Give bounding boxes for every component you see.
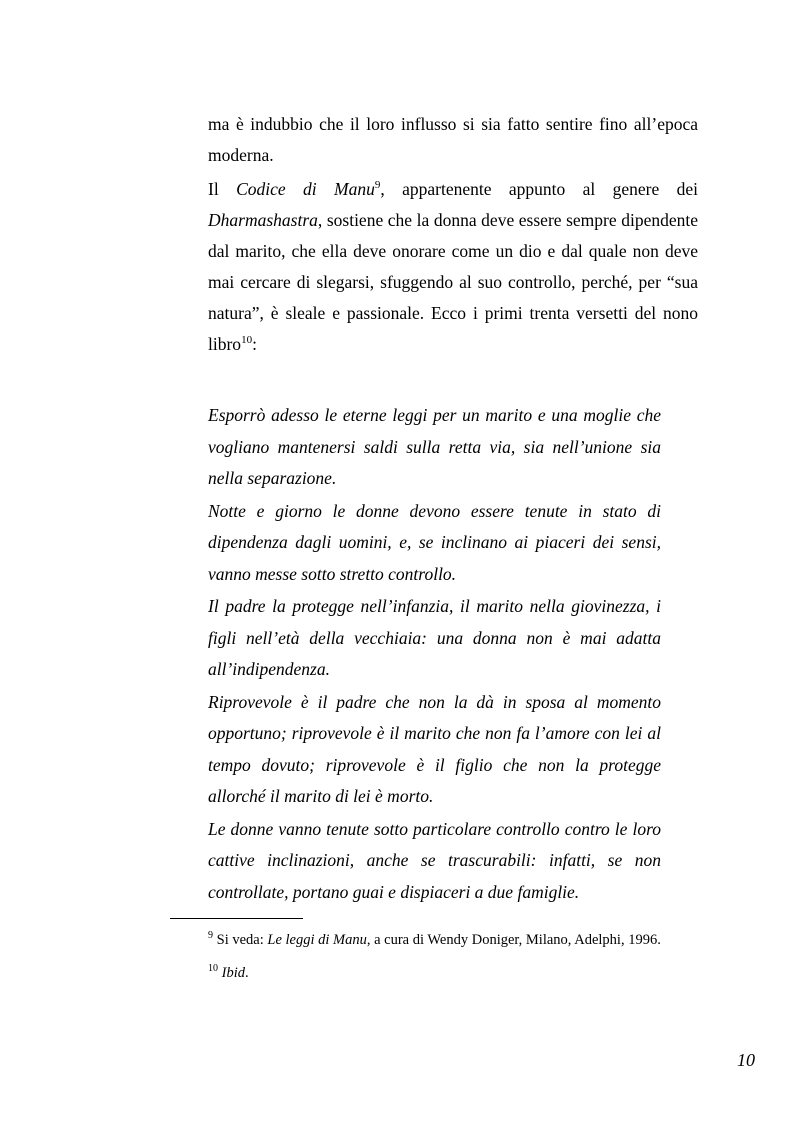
footnote-10-marker: 10 [208,963,218,975]
page-number: 10 [737,1050,755,1070]
paragraph-2 [208,174,698,360]
quote-verse-3: Il padre la protegge nell’infanzia, il marito nella giovinezza, i figli nell’età della vecchiaia: una donna non è mai adatta all’indipendenza. [208,596,661,679]
footnote-10 [208,958,698,989]
quote-verse-1: Esporrò adesso le eterne leggi per un marito e una moglie che vogliano mantenersi saldi sulla retta via, sia nell’unione sia nella separazione. [208,405,661,488]
footnote-9-pre: Si veda: [213,932,268,948]
footnote-9-title: Le leggi di Manu [267,932,367,948]
paragraph-2-end: : [252,334,257,354]
quote-verse-5: Le donne vanno tenute sotto particolare controllo contro le loro cattive inclinazioni, anche se trascurabili: infatti, se non controllate, portano guai e dispiaceri a due famiglie. [208,818,661,902]
footnote-separator [170,918,303,919]
paragraph-2-mid: , appartenente appunto al genere dei [380,179,698,199]
body-text [208,109,698,360]
footnote-ref-9[interactable]: 9 [374,179,381,192]
block-quote [208,400,661,908]
genre-dharmashastra: Dharmashastra [208,210,318,230]
footnote-9-marker: 9 [208,930,213,942]
footnote-ref-10[interactable]: 10 [241,334,253,347]
quote-verse-2: Notte e giorno le donne devono essere tenute in stato di dipendenza dagli uomini, e, se inclinano ai piaceri dei sensi, vanno messe sotto stretto controllo. [208,500,661,584]
paragraph-2-lead: Il [208,179,237,199]
book-title-codice-di-manu: Codice di Manu [236,179,375,199]
paragraph-1: ma è indubbio che il loro influsso si sia fatto sentire fino all’epoca moderna. [208,114,698,165]
footnote-10-post: . [244,965,249,981]
footnotes [208,925,698,989]
quote-verse-4: Riprovevole è il padre che non la dà in sposa al momento opportuno; riprovevole è il marito che non fa l’amore con lei al tempo dovuto; riprovevole è il figlio che non la protegge allorché il marito di lei è morto. [208,691,661,806]
footnote-9-post: , a cura di Wendy Doniger, Milano, Adelphi, 1996. [366,932,661,948]
paragraph-2-rest: , sostiene che la donna deve essere sempre dipendente dal marito, che ella deve onorare come un dio e dal quale non deve mai cercare di slegarsi, sfuggendo al suo controllo, perché, per “sua natura”, è sleale e passionale. Ecco i primi trenta versetti del nono libro [208,210,698,354]
footnote-9 [208,925,698,956]
footnote-10-title: Ibid [221,965,245,981]
